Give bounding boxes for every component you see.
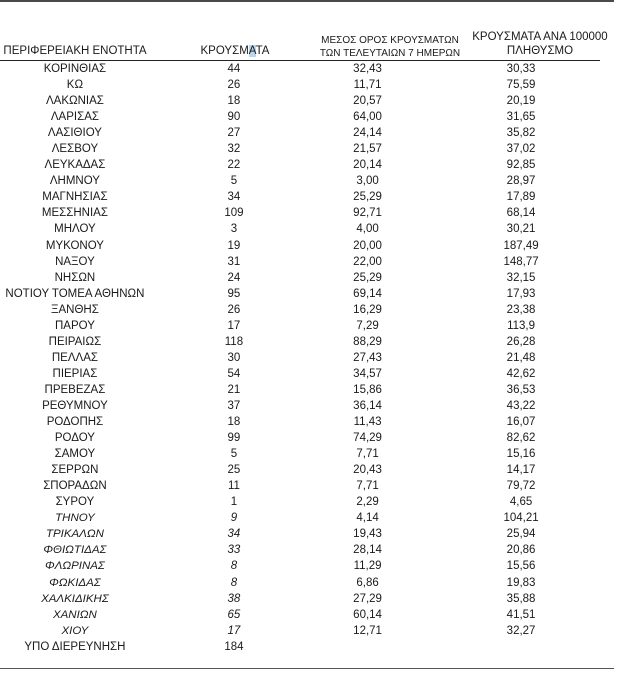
per100k-cell: 15,16 — [506, 448, 536, 461]
cases-cell: 99 — [227, 432, 241, 445]
header-region: ΠΕΡΙΦΕΡΕΙΑΚΗ ΕΝΟΤΗΤΑ — [3, 45, 147, 57]
per100k-cell: 30,33 — [506, 63, 536, 76]
region-cell: ΧΑΝΙΩΝ — [52, 608, 97, 621]
table-row — [0, 382, 625, 398]
per100k-cell: 32,15 — [506, 271, 536, 284]
per100k-cell: 113,9 — [507, 319, 536, 332]
header-per100k-line2: ΠΛΗΘΥΣΜΟ — [506, 45, 574, 57]
table-row — [0, 173, 625, 189]
region-cell: ΦΘΙΩΤΙΔΑΣ — [43, 544, 107, 557]
table-row — [0, 93, 625, 109]
region-cell: ΣΠΟΡΑΔΩΝ — [43, 480, 107, 493]
table-row — [0, 462, 625, 478]
avg7-cell: 15,86 — [353, 383, 382, 396]
header-avg7-line1: ΜΕΣΟΣ ΟΡΟΣ ΚΡΟΥΣΜΑΤΩΝ — [321, 35, 459, 46]
cases-cell: 27 — [227, 127, 241, 140]
table-row — [0, 639, 625, 655]
per100k-cell: 30,21 — [506, 223, 536, 236]
cases-cell: 24 — [227, 271, 241, 284]
cases-cell: 37 — [227, 400, 241, 412]
per100k-cell: 41,51 — [506, 608, 536, 621]
cases-cell: 5 — [230, 448, 238, 461]
avg7-cell: 11,29 — [353, 560, 382, 573]
region-cell: ΝΗΣΩΝ — [54, 271, 96, 284]
avg7-cell: 16,29 — [353, 303, 382, 316]
avg7-cell: 24,14 — [353, 127, 382, 140]
header-cases — [185, 44, 285, 58]
avg7-cell: 20,14 — [353, 159, 382, 172]
region-cell: ΤΗΝΟΥ — [55, 512, 95, 525]
per100k-cell: 19,83 — [506, 576, 536, 589]
per100k-cell: 36,53 — [506, 383, 536, 396]
avg7-cell: 7,71 — [356, 480, 379, 493]
region-cell: ΞΑΝΘΗΣ — [51, 303, 99, 316]
table-row — [0, 398, 625, 414]
table-row — [0, 623, 625, 639]
cases-cell: 22 — [227, 159, 241, 172]
region-cell: ΠΡΕΒΕΖΑΣ — [44, 383, 106, 396]
region-cell: ΛΕΣΒΟΥ — [51, 143, 99, 156]
cases-cell: 109 — [224, 207, 244, 220]
table-row — [0, 221, 625, 237]
per100k-cell: 35,88 — [506, 592, 536, 605]
table-row — [0, 350, 625, 366]
cases-cell: 9 — [230, 512, 238, 525]
cases-cell: 25 — [227, 464, 241, 477]
avg7-cell: 27,29 — [353, 592, 382, 605]
avg7-cell: 32,43 — [353, 63, 382, 76]
per100k-cell: 14,17 — [506, 464, 536, 477]
region-cell: ΧΑΛΚΙΔΙΚΗΣ — [41, 592, 109, 605]
per100k-cell: 68,14 — [506, 207, 536, 220]
region-cell: ΥΠΟ ΔΙΕΡΕΥΝΗΣΗ — [24, 640, 126, 653]
header-cases-text: ΚΡΟΥΣΜΑΤΑ — [200, 45, 270, 57]
table-row — [0, 302, 625, 318]
per100k-cell: 37,02 — [506, 143, 536, 156]
per100k-cell: 43,22 — [506, 400, 536, 412]
avg7-cell: 19,43 — [353, 528, 382, 541]
cases-cell: 17 — [227, 319, 241, 332]
region-cell: ΛΑΚΩΝΙΑΣ — [45, 95, 104, 108]
table-row — [0, 254, 625, 270]
per100k-cell: 92,85 — [506, 159, 536, 172]
avg7-cell: 34,57 — [353, 367, 382, 380]
cases-cell: 18 — [227, 95, 241, 108]
region-cell: ΚΟΡΙΝΘΙΑΣ — [43, 63, 107, 76]
per100k-cell: 32,27 — [506, 624, 536, 637]
cases-cell: 95 — [227, 287, 241, 300]
table-row — [0, 526, 625, 542]
avg7-cell: 7,29 — [356, 319, 379, 332]
region-cell: ΠΑΡΟΥ — [54, 319, 95, 332]
cases-cell: 38 — [227, 592, 241, 605]
table-row — [0, 591, 625, 607]
text-selection-highlight: Α — [248, 45, 256, 57]
per100k-cell: 26,28 — [506, 335, 536, 348]
table-row — [0, 205, 625, 221]
cases-cell: 19 — [227, 239, 241, 252]
bottom-rule — [0, 668, 614, 669]
table-row — [0, 414, 625, 430]
header-avg7-line2: ΤΩΝ ΤΕΛΕΥΤΑΙΩΝ 7 ΗΜΕΡΩΝ — [319, 48, 461, 59]
region-cell: ΜΑΓΝΗΣΙΑΣ — [42, 191, 108, 204]
per100k-cell: 79,72 — [506, 480, 536, 493]
table-row — [0, 61, 625, 77]
avg7-cell: 92,71 — [353, 207, 382, 220]
cases-cell: 5 — [230, 175, 238, 188]
avg7-cell: 25,29 — [353, 191, 382, 204]
per100k-cell: 35,82 — [506, 127, 536, 140]
region-cell: ΝΑΞΟΥ — [55, 255, 95, 268]
cases-cell: 8 — [230, 560, 238, 573]
avg7-cell: 64,00 — [353, 111, 382, 124]
avg7-cell: 20,00 — [353, 239, 382, 252]
per100k-cell: 17,93 — [506, 287, 536, 300]
avg7-cell: 12,71 — [353, 624, 382, 637]
region-cell: ΡΟΔΟΥ — [54, 432, 95, 445]
region-cell: ΠΙΕΡΙΑΣ — [52, 367, 98, 380]
avg7-cell: 6,86 — [356, 576, 379, 589]
table-row — [0, 318, 625, 334]
table-row — [0, 157, 625, 173]
per100k-cell: 16,07 — [506, 416, 536, 429]
table-body — [0, 61, 625, 655]
table-row — [0, 430, 625, 446]
region-cell: ΝΟΤΙΟΥ ΤΟΜΕΑ ΑΘΗΝΩΝ — [5, 287, 145, 300]
region-cell: ΛΕΥΚΑΔΑΣ — [44, 159, 106, 172]
per100k-cell: 4,65 — [509, 496, 533, 509]
region-cell: ΡΕΘΥΜΝΟΥ — [42, 400, 108, 412]
cases-cell: 21 — [227, 383, 241, 396]
region-cell: ΦΩΚΙΔΑΣ — [49, 576, 101, 589]
region-cell: ΣΑΜΟΥ — [54, 448, 96, 461]
per100k-cell: 20,86 — [506, 544, 536, 557]
avg7-cell: 28,14 — [353, 544, 382, 557]
cases-cell: 34 — [227, 191, 241, 204]
per100k-cell: 31,65 — [506, 111, 536, 124]
region-cell: ΜΥΚΟΝΟΥ — [45, 239, 104, 252]
avg7-cell: 2,29 — [356, 496, 379, 509]
avg7-cell: 11,43 — [353, 416, 382, 429]
table-row — [0, 478, 625, 494]
per100k-cell — [417, 639, 625, 655]
cases-cell: 1 — [230, 496, 238, 509]
avg7-cell: 25,29 — [353, 271, 382, 284]
cases-cell: 11 — [227, 480, 240, 493]
region-cell: ΠΕΛΛΑΣ — [51, 351, 98, 364]
cases-cell: 65 — [227, 608, 241, 621]
region-cell: ΣΥΡΟΥ — [55, 496, 95, 509]
cases-cell: 32 — [227, 143, 241, 156]
table-row — [0, 446, 625, 462]
per100k-cell: 21,48 — [506, 351, 536, 364]
cases-cell: 44 — [227, 63, 241, 76]
per100k-cell: 42,62 — [506, 367, 536, 380]
table-row — [0, 558, 625, 574]
region-cell: ΛΗΜΝΟΥ — [49, 175, 100, 188]
avg7-cell: 20,43 — [353, 464, 382, 477]
cases-cell: 118 — [224, 335, 244, 348]
avg7-cell: 4,14 — [356, 512, 379, 525]
cases-cell: 3 — [230, 223, 238, 236]
table-row — [0, 125, 625, 141]
cases-cell: 33 — [227, 544, 241, 557]
avg7-cell: 74,29 — [353, 432, 382, 445]
table-row — [0, 286, 625, 302]
cases-cell: 90 — [227, 111, 241, 124]
header-per100k — [455, 30, 625, 58]
cases-cell: 26 — [227, 303, 241, 316]
table-row — [0, 334, 625, 350]
table-row — [0, 77, 625, 93]
table-row — [0, 270, 625, 286]
region-cell: ΛΑΣΙΘΙΟΥ — [47, 127, 102, 140]
avg7-cell: 21,57 — [353, 143, 382, 156]
cases-cell: 8 — [230, 576, 238, 589]
per100k-cell: 28,97 — [506, 175, 536, 188]
cases-cell: 34 — [227, 528, 241, 541]
region-cell: ΣΕΡΡΩΝ — [51, 464, 99, 477]
table-row — [0, 189, 625, 205]
table-row — [0, 510, 625, 526]
region-cell: ΜΕΣΣΗΝΙΑΣ — [41, 207, 108, 220]
avg7-cell: 20,57 — [353, 95, 382, 108]
per100k-cell: 17,89 — [506, 191, 536, 204]
cases-cell: 18 — [227, 416, 241, 429]
avg7-cell: 69,14 — [353, 287, 382, 300]
avg7-cell: 36,14 — [353, 400, 382, 412]
per100k-cell: 148,77 — [503, 255, 539, 268]
region-cell: ΤΡΙΚΑΛΩΝ — [45, 528, 104, 541]
cases-cell: 184 — [224, 640, 244, 653]
per100k-cell: 104,21 — [503, 512, 539, 525]
per100k-cell: 20,19 — [506, 95, 536, 108]
table-row — [0, 607, 625, 623]
header-avg7 — [300, 34, 480, 60]
region-cell: ΦΛΩΡΙΝΑΣ — [45, 560, 105, 573]
avg7-cell: 60,14 — [353, 608, 382, 621]
avg7-cell: 22,00 — [353, 255, 382, 268]
table-row — [0, 109, 625, 125]
region-cell: ΡΟΔΟΠΗΣ — [46, 416, 104, 429]
avg7-cell: 11,71 — [353, 79, 382, 92]
region-cell: ΜΗΛΟΥ — [54, 223, 96, 236]
header-per100k-line1: ΚΡΟΥΣΜΑΤΑ ΑΝΑ 100000 — [472, 31, 608, 43]
region-cell: ΚΩ — [66, 79, 84, 92]
table-row — [0, 366, 625, 382]
avg7-cell: 4,00 — [356, 223, 379, 236]
per100k-cell: 25,94 — [506, 528, 536, 541]
table-row — [0, 141, 625, 157]
table-row — [0, 575, 625, 591]
cases-cell: 54 — [227, 367, 241, 380]
region-cell: ΛΑΡΙΣΑΣ — [50, 111, 99, 124]
cases-cell: 26 — [227, 79, 241, 92]
per100k-cell: 23,38 — [506, 303, 536, 316]
per100k-cell: 187,49 — [503, 239, 539, 252]
cases-cell: 17 — [227, 624, 241, 637]
top-rule — [0, 0, 614, 2]
table-row — [0, 494, 625, 510]
avg7-cell: 27,43 — [353, 351, 382, 364]
cases-cell: 31 — [227, 255, 241, 268]
per100k-cell: 75,59 — [506, 79, 536, 92]
per100k-cell: 15,56 — [506, 560, 536, 573]
cases-table — [0, 61, 625, 655]
avg7-cell — [318, 639, 417, 655]
avg7-cell: 88,29 — [353, 335, 382, 348]
table-row — [0, 238, 625, 254]
cases-cell: 30 — [227, 351, 241, 364]
avg7-cell: 3,00 — [356, 175, 379, 188]
region-cell: ΠΕΙΡΑΙΩΣ — [48, 335, 102, 348]
avg7-cell: 7,71 — [356, 448, 379, 461]
per100k-cell: 82,62 — [506, 432, 536, 445]
region-cell: ΧΙΟΥ — [61, 624, 89, 637]
table-row — [0, 542, 625, 558]
